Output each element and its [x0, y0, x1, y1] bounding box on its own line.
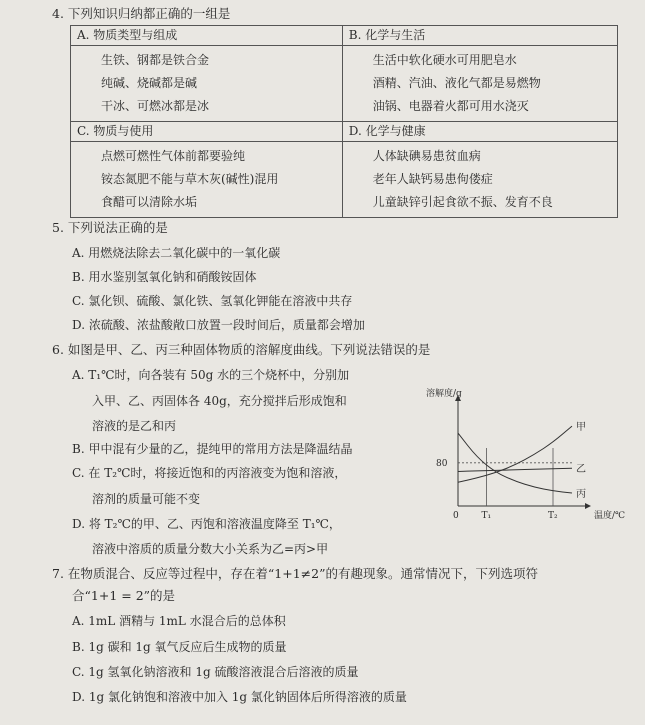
q5-option-d: D. 浓硫酸、浓盐酸敞口放置一段时间后，质量都会增加 [72, 318, 365, 332]
q4-b-item: 生活中软化硬水可用肥皂水 [372, 53, 517, 67]
q6-line: A. T₁℃时，向各装有 50g 水的三个烧杯中，分别加 [72, 368, 350, 382]
q4-a-item: 生铁、钢都是铁合金 [101, 53, 210, 67]
q4-c-body [71, 142, 343, 218]
q4-b-item: 酒精、汽油、液化气都是易燃物 [372, 76, 541, 90]
q7-option-a: A. 1mL 酒精与 1mL 水混合后的总体积 [72, 614, 286, 628]
q7-option-d: D. 1g 氯化钠饱和溶液中加入 1g 氯化钠固体后所得溶液的质量 [72, 690, 407, 704]
q6-stem: 6. 如图是甲、乙、丙三种固体物质的溶解度曲线。下列说法错误的是 [52, 342, 431, 357]
x-tick-label: T₁ [481, 511, 492, 521]
q7-option-c: C. 1g 氢氧化钠溶液和 1g 硫酸溶液混合后溶液的质量 [72, 665, 359, 679]
q4-c-item: 食醋可以清除水垢 [101, 195, 198, 209]
q5-stem: 5. 下列说法正确的是 [52, 220, 168, 235]
y-axis-label: 溶解度/g [426, 389, 462, 399]
q7-stem-line2: 合“1+1 = 2”的是 [72, 588, 176, 603]
q5-option-a: A. 用燃烧法除去二氧化碳中的一氧化碳 [72, 246, 281, 260]
q4-a-item: 干冰、可燃冰都是冰 [101, 99, 210, 113]
q6-line: D. 将 T₂℃的甲、乙、丙饱和溶液温度降至 T₁℃， [72, 517, 341, 531]
q4-d-item: 儿童缺锌引起食欲不振、发育不良 [372, 195, 553, 209]
series-label-1: 乙 [576, 464, 586, 476]
q4-table [70, 25, 618, 218]
series-label-0: 甲 [576, 422, 586, 434]
q4-a-body [71, 46, 343, 122]
solubility-chart [422, 388, 644, 528]
q4-c-item: 铵态氮肥不能与草木灰(碱性)混用 [101, 172, 279, 186]
x-axis-label: 温度/℃ [594, 511, 626, 521]
q5-option-c: C. 氯化钡、硫酸、氯化铁、氢氧化钾能在溶液中共存 [72, 294, 353, 308]
q4-b-item: 油锅、电器着火都可用水浇灭 [372, 99, 529, 113]
series-line-1 [458, 468, 572, 471]
q4-a-item: 纯碱、烧碱都是碱 [101, 76, 198, 90]
q4-stem: 4. 下列知识归纳都正确的一组是 [52, 6, 231, 21]
q4-d-header: D. 化学与健康 [342, 122, 617, 142]
q4-d-item: 老年人缺钙易患佝偻症 [372, 172, 493, 186]
q5-option-b: B. 用水鉴别氢氧化钠和硝酸铵固体 [72, 270, 257, 284]
q4-c-item: 点燃可燃性气体前都要验纯 [101, 149, 246, 163]
x-tick-label: T₂ [548, 511, 558, 521]
q7-option-b: B. 1g 碳和 1g 氧气反应后生成物的质量 [72, 640, 287, 654]
q4-d-body [342, 142, 617, 218]
q6-line: C. 在 T₂℃时，将接近饱和的丙溶液变为饱和溶液， [72, 466, 347, 480]
q6-line: 溶液中溶质的质量分数大小关系为乙=丙>甲 [92, 542, 329, 556]
q6-line: 溶液的是乙和丙 [92, 419, 177, 433]
q4-d-item: 人体缺碘易患贫血病 [372, 149, 481, 163]
q4-a-header: A. 物质类型与组成 [71, 26, 343, 46]
q6-line: 入甲、乙、丙固体各 40g，充分搅拌后形成饱和 [92, 394, 347, 408]
series-label-2: 丙 [576, 489, 586, 501]
q6-line: 溶剂的质量可能不变 [92, 492, 201, 506]
q6-line: B. 甲中混有少量的乙，提纯甲的常用方法是降温结晶 [72, 442, 353, 456]
q4-b-header: B. 化学与生活 [342, 26, 617, 46]
q7-stem-line1: 7. 在物质混合、反应等过程中，存在着“1+1≠2”的有趣现象。通常情况下，下列选项符 [52, 566, 538, 581]
q4-b-body [342, 46, 617, 122]
y-tick-label: 80 [436, 458, 448, 469]
origin-label: 0 [453, 511, 459, 521]
q4-c-header: C. 物质与使用 [71, 122, 343, 142]
